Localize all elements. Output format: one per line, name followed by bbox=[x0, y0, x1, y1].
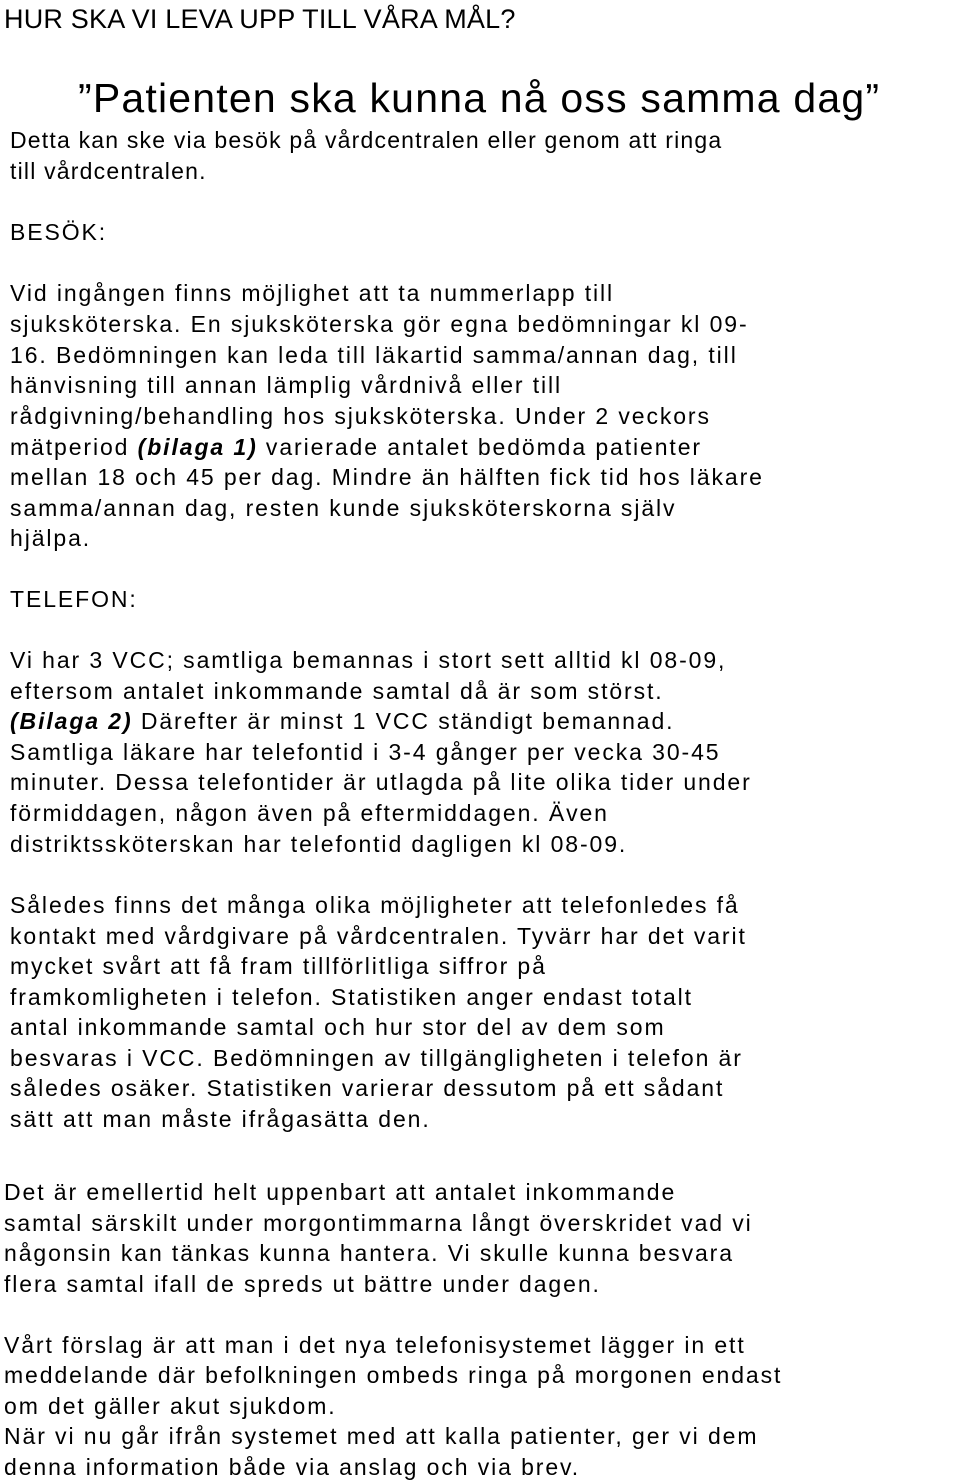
paragraph-line: Således finns det många olika möjligheter att telefonledes få bbox=[10, 892, 740, 918]
paragraph-line: framkomligheten i telefon. Statistiken anger endast totalt bbox=[10, 984, 693, 1010]
paragraph-line: Det är emellertid helt uppenbart att antalet inkommande bbox=[4, 1179, 677, 1205]
besok-line: samma/annan dag, resten kunde sjuksköterskorna själv bbox=[10, 495, 677, 521]
telefon-line: Samtliga läkare har telefontid i 3-4 gånger per vecka 30-45 bbox=[10, 739, 721, 765]
paragraph-line: någonsin kan tänkas kunna hantera. Vi skulle kunna besvara bbox=[4, 1240, 734, 1266]
telefon-line: minuter. Dessa telefontider är utlagda på lite olika tider under bbox=[10, 769, 752, 795]
paragraph-line: flera samtal ifall de spreds ut bättre under dagen. bbox=[4, 1271, 601, 1297]
besok-line: mellan 18 och 45 per dag. Mindre än hälften fick tid hos läkare bbox=[10, 464, 764, 490]
paragraph-line: sätt att man måste ifrågasätta den. bbox=[10, 1106, 431, 1132]
telefon-line bbox=[10, 706, 674, 736]
besok-line: sjuksköterska. En sjuksköterska gör egna bedömningar kl 09- bbox=[10, 311, 749, 337]
besok-line-text: varierade antalet bedömda patienter bbox=[257, 434, 702, 460]
besok-line-text: mätperiod bbox=[10, 434, 138, 460]
telefon-line: distriktssköterskan har telefontid dagligen kl 08-09. bbox=[10, 831, 628, 857]
section-label-telefon: TELEFON: bbox=[10, 586, 138, 612]
page-title: HUR SKA VI LEVA UPP TILL VÅRA MÅL? bbox=[4, 4, 516, 34]
appendix-reference: (bilaga 1) bbox=[137, 434, 258, 460]
besok-line bbox=[10, 432, 702, 462]
telefon-line: förmiddagen, någon även på eftermiddagen. Även bbox=[10, 800, 609, 826]
besok-line: hjälpa. bbox=[10, 525, 92, 551]
paragraph-line: meddelande där befolkningen ombeds ringa på morgonen endast bbox=[4, 1362, 783, 1388]
paragraph-line: antal inkommande samtal och hur stor del av dem som bbox=[10, 1014, 666, 1040]
paragraph-line: denna information både via anslag och via brev. bbox=[4, 1454, 581, 1480]
section-label-besok: BESÖK: bbox=[10, 219, 108, 245]
telefon-line: eftersom antalet inkommande samtal då är som störst. bbox=[10, 678, 664, 704]
besok-line: 16. Bedömningen kan leda till läkartid samma/annan dag, till bbox=[10, 342, 738, 368]
paragraph-line: samtal särskilt under morgontimmarna långt överskridet vad vi bbox=[4, 1210, 753, 1236]
paragraph-line: Vårt förslag är att man i det nya telefonisystemet lägger in ett bbox=[4, 1332, 746, 1358]
besok-line: Vid ingången finns möjlighet att ta nummerlapp till bbox=[10, 280, 615, 306]
goal-quote: ”Patienten ska kunna nå oss samma dag” bbox=[78, 75, 881, 121]
paragraph-line: besvaras i VCC. Bedömningen av tillgängligheten i telefon är bbox=[10, 1045, 743, 1071]
intro-line: till vårdcentralen. bbox=[10, 158, 207, 184]
paragraph-line: kontakt med vårdgivare på vårdcentralen. Tyvärr har det varit bbox=[10, 923, 747, 949]
paragraph-line: mycket svårt att få fram tillförlitliga siffror på bbox=[10, 953, 547, 979]
paragraph-line: således osäker. Statistiken varierar dessutom på ett sådant bbox=[10, 1075, 725, 1101]
paragraph-line: om det gäller akut sjukdom. bbox=[4, 1393, 337, 1419]
besok-line: hänvisning till annan lämplig vårdnivå eller till bbox=[10, 372, 563, 398]
appendix-reference: (Bilaga 2) bbox=[10, 708, 133, 734]
intro-line: Detta kan ske via besök på vårdcentralen eller genom att ringa bbox=[10, 127, 723, 153]
telefon-line-text: Därefter är minst 1 VCC ständigt bemannad. bbox=[132, 708, 675, 734]
paragraph-line: När vi nu går ifrån systemet med att kalla patienter, ger vi dem bbox=[4, 1423, 759, 1449]
besok-line: rådgivning/behandling hos sjuksköterska. Under 2 veckors bbox=[10, 403, 711, 429]
telefon-line: Vi har 3 VCC; samtliga bemannas i stort sett alltid kl 08-09, bbox=[10, 647, 727, 673]
